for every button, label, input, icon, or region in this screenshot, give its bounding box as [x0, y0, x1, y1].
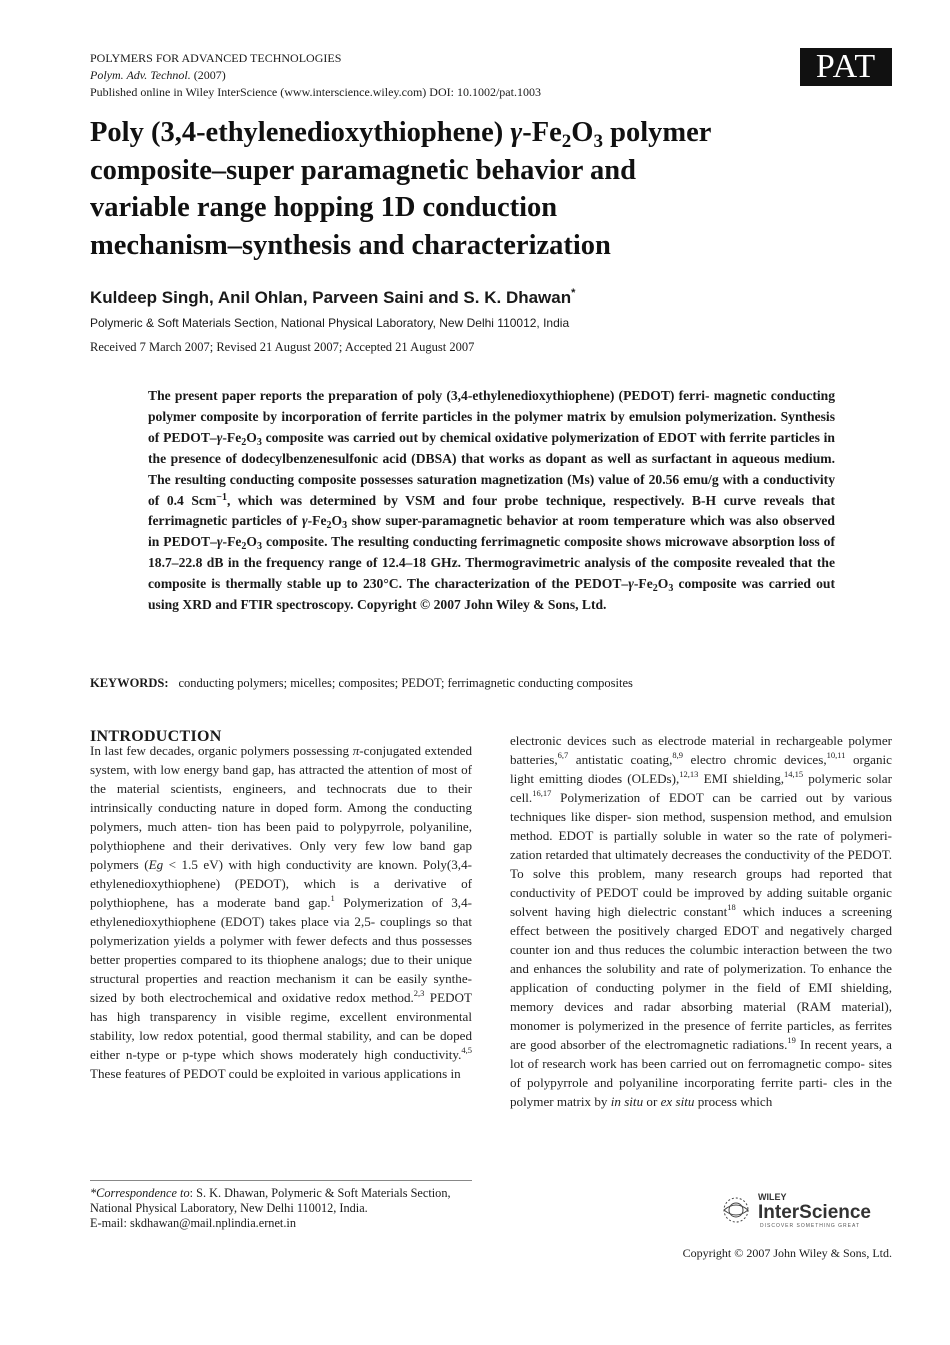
citation-ref: 2,3: [413, 988, 425, 998]
body-text: < 1.5 eV) with high conductivity are known. Poly(3,4- ethylenedioxythiophene) (PEDOT), which is a derivative of polythiophene, has a moderate band gap.: [90, 857, 472, 910]
citation-ref: 12,13: [679, 769, 699, 779]
pat-logo: PAT: [800, 48, 892, 86]
title-line: composite–super paramagnetic behavior and: [90, 154, 636, 186]
citation-ref: 18: [727, 902, 736, 912]
abstract-text: composite was carried out using XRD and FTIR spectroscopy. Copyright © 2007 John Wiley & Sons, Ltd.: [148, 576, 835, 613]
citation-ref: 14,15: [784, 769, 804, 779]
body-text: electronic devices such as electrode material in rechargeable polymer batteries,: [510, 733, 892, 767]
gamma-symbol: γ: [301, 513, 308, 529]
chem-o: O: [331, 513, 343, 529]
italic-term: ex situ: [660, 1094, 695, 1109]
title-sub-3: 3: [593, 131, 603, 152]
keywords: [90, 676, 633, 691]
published-online: Published online in Wiley InterScience (www.interscience.wiley.com) DOI: 10.1002/pat.1003: [90, 85, 541, 99]
citation-ref: 4,5: [461, 1045, 472, 1055]
unit-exponent: −1: [216, 491, 227, 503]
intro-right-column: [510, 731, 892, 1111]
journal-header: [90, 50, 541, 101]
correspondence-footnote: [90, 1186, 472, 1231]
chem-fe: -Fe: [222, 429, 242, 445]
title-o: O: [571, 117, 594, 148]
body-text: Polymerization of 3,4-ethylenedioxythiophene (EDOT) takes place via 2,5- couplings so that polymerization yields a polymer with fewer defects and thus possesses better properties compared to its thiophene analogs; due to their unique structural properties and reaction mechanism it can be easily synthe- sized by both electrochemical and oxidative redox method.: [90, 895, 472, 1005]
gamma-symbol: γ: [216, 534, 223, 550]
title-gamma: γ: [510, 117, 523, 148]
body-text: PEDOT has high transparency in visible regime, excellent environmental stability, low redox potential, good thermal stability, and can be doped either n-type or p-type which shows moderately high conductivity.: [90, 990, 472, 1062]
chem-fe: -Fe: [222, 534, 242, 550]
chem-sub: 2: [652, 583, 658, 595]
wiley-interscience-logo: [718, 1190, 893, 1230]
keywords-label: KEYWORDS:: [90, 676, 169, 690]
citation-ref: 16,17: [532, 788, 552, 798]
chem-sub: 2: [326, 520, 332, 532]
title-fe: -Fe: [522, 117, 562, 148]
interscience-tagline: DISCOVER SOMETHING GREAT: [760, 1223, 861, 1229]
citation-ref: 6,7: [557, 750, 569, 760]
chem-o: O: [657, 576, 669, 592]
footnote-divider: [90, 1180, 472, 1181]
title-text: polymer: [602, 117, 712, 148]
citation-ref: 8,9: [672, 750, 683, 760]
title-line: variable range hopping 1D conduction: [90, 192, 558, 223]
title-line: mechanism–synthesis and characterization: [90, 229, 611, 261]
intro-left-column: [90, 741, 472, 1083]
pi-symbol: π: [352, 743, 360, 758]
title-text: Poly (3,4-ethylenedioxythiophene): [90, 117, 511, 148]
body-text: or: [643, 1094, 661, 1109]
journal-citation: [90, 67, 541, 84]
footnote-email: E-mail: skdhawan@mail.nplindia.ernet.in: [90, 1216, 296, 1230]
gamma-symbol: γ: [628, 576, 634, 592]
footnote-text: : S. K. Dhawan, Polymeric & Soft Materials Section, National Physical Laboratory, New Delhi 110012, India.: [90, 1186, 451, 1215]
chem-o: O: [246, 534, 257, 550]
body-text: EMI shielding,: [698, 771, 785, 786]
chem-sub: 3: [342, 520, 348, 532]
corresponding-marker: *: [571, 287, 576, 299]
body-text: These features of PEDOT could be exploited in various applications in: [90, 1066, 461, 1081]
eg-symbol: Eg: [148, 857, 164, 872]
body-text: antistatic coating,: [568, 752, 673, 767]
abstract-text: , which was determined by VSM and four probe technique, respectively. B-H curve reveals that ferrimagnetic particles of: [148, 492, 835, 529]
interscience-wordmark: InterScience: [758, 1202, 871, 1223]
journal-year: (2007): [193, 68, 226, 82]
interscience-globe-icon: [718, 1190, 893, 1230]
body-text: which induces a screening effect between the positively charged EDOT and negatively charged counter ion and thus reduces the columbic interaction between the two and enhances the solubility and rate of polymerization. To enhance the application of conducting polymer in the field of EMI shielding, memory devices and radar absorbing material (RAM material), monomer is polymerized in the presence of ferrite particles, as ferrites are good absorber of the electromagnetic radiations.: [510, 904, 892, 1052]
chem-sub: 2: [241, 436, 247, 448]
footnote-label: *Correspondence to: [90, 1186, 190, 1200]
italic-term: in situ: [610, 1094, 644, 1109]
chem-fe: -Fe: [633, 576, 653, 592]
body-text: Polymerization of EDOT can be carried out by various techniques like disper- sion method, suspension method, and emulsion method. EDOT is partially soluble in water so the rate of polymeri- zation retarded that ultimately decreases the conductivity of the PEDOT. To solve this problem, many research groups had reported that conductivity of PEDOT could be improved by adding suitable organic solvent having high dielectric constant: [510, 790, 892, 919]
copyright-footer: Copyright © 2007 John Wiley & Sons, Ltd.: [682, 1246, 892, 1260]
citation-ref: 10,11: [826, 750, 846, 760]
journal-abbrev: Polym. Adv. Technol.: [90, 68, 191, 82]
paper-title: [90, 114, 850, 264]
chem-sub: 3: [256, 436, 262, 448]
keywords-text: conducting polymers; micelles; composites; PEDOT; ferrimagnetic conducting composites: [178, 676, 633, 690]
body-text: -conjugated extended system, with low energy band gap, has attracted the attention of most of the material scientists, engineers, and technocrats due to their intrinsically conducting nature in doped form. Among the conducting polymers, much atten- tion has been paid to polypyrrole, polyaniline, polythiophene and their derivatives. Only very few low band gap polymers (: [90, 743, 472, 872]
abstract: [148, 386, 835, 616]
body-text: electro chromic devices,: [683, 752, 827, 767]
affiliation: Polymeric & Soft Materials Section, National Physical Laboratory, New Delhi 110012, India: [90, 316, 570, 330]
author-list: [90, 288, 575, 308]
gamma-symbol: γ: [216, 429, 223, 445]
chem-sub: 2: [241, 541, 247, 553]
citation-ref: 1: [330, 893, 335, 903]
citation-ref: 19: [787, 1035, 796, 1045]
abstract-text: show super-paramagnetic behavior at room temperature which was also observed in PEDOT–: [148, 513, 835, 550]
chem-o: O: [246, 429, 257, 445]
title-sub-2: 2: [561, 131, 572, 152]
body-text: In recent years, a lot of research work has been carried out on ferromagnetic compo- sites of polypyrrole and polyaniline incorporating ferrite parti- cles in the polymer matrix by: [510, 1037, 892, 1109]
received-dates: Received 7 March 2007; Revised 21 August 2007; Accepted 21 August 2007: [90, 340, 475, 354]
body-text: In last few decades, organic polymers possessing: [90, 743, 353, 758]
chem-fe: -Fe: [307, 513, 327, 529]
body-text: process which: [694, 1094, 773, 1109]
abstract-text: The present paper reports the preparation of poly (3,4-ethylenedioxythiophene) (PEDOT) ferri- magnetic conducting polymer composite by incorporation of ferrite particles in the polymer matrix by emulsion polymerization. Synthesis of PEDOT–: [148, 388, 835, 445]
chem-sub: 3: [257, 541, 262, 553]
journal-name: POLYMERS FOR ADVANCED TECHNOLOGIES: [90, 51, 342, 65]
body-text: polymeric solar cell.: [510, 771, 892, 805]
body-text: organic light emitting diodes (OLEDs),: [510, 752, 892, 786]
chem-sub: 3: [668, 583, 674, 595]
author-names: Kuldeep Singh, Anil Ohlan, Parveen Saini and S. K. Dhawan: [90, 288, 572, 307]
section-heading-introduction: INTRODUCTION: [90, 728, 222, 745]
abstract-text: composite. The resulting conducting ferrimagnetic composite shows microwave absorption loss of 18.7–22.8 dB in the frequency range of 12.4–18 GHz. Thermogravimetric analysis of the composite revealed that the composite is thermally stable up to 230°C. The characterization of the PEDOT–: [148, 534, 835, 592]
abstract-text: composite was carried out by chemical oxidative polymerization of EDOT with ferrite particles in the presence of dodecylbenzenesulfonic acid (DBSA) that works as dopant as well as surfactant in aqueous medium. The resulting conducting composite possesses saturation magnetization (Ms) value of 20.56 emu/g with a conductivity of 0.4 Scm: [148, 429, 835, 508]
wiley-brand: WILEY: [758, 1192, 787, 1202]
